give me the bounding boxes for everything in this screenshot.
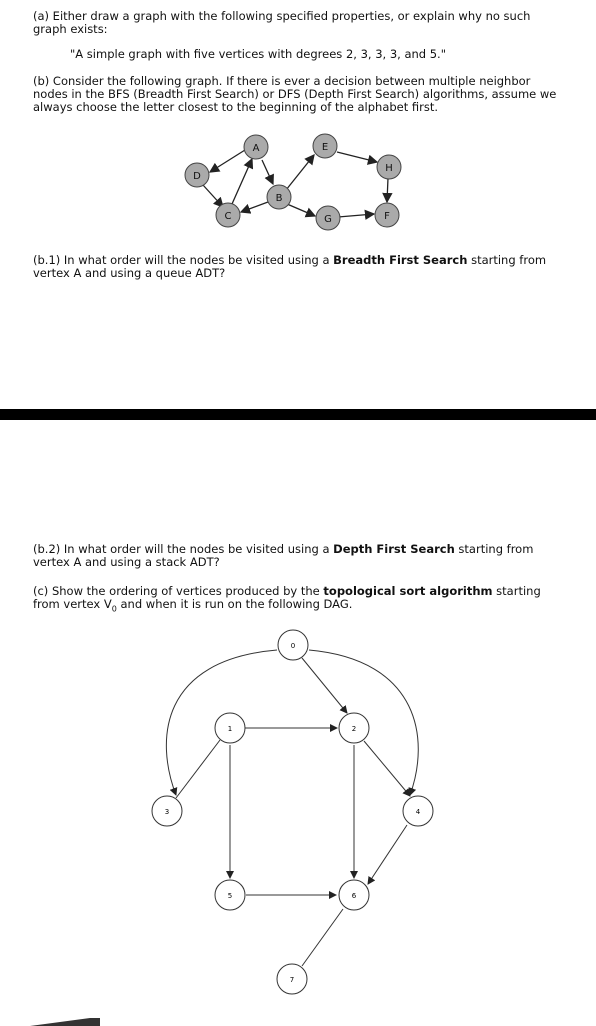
node-a-label: A [252, 143, 260, 154]
edge-1-3 [176, 740, 220, 798]
part-b2-bold: Depth First Search [333, 542, 455, 556]
part-b2-line-2: vertex A and using a stack ADT? [33, 555, 220, 569]
node-f-label: F [384, 211, 390, 222]
dag-node-2-label: 2 [351, 725, 357, 733]
part-b-line-1: (b) Consider the following graph. If there is ever a decision between multiple neighbor [33, 74, 531, 88]
node-a [244, 135, 268, 159]
part-c-line2-pre: from vertex V [33, 597, 112, 611]
dag-node-3 [152, 796, 182, 826]
node-d [185, 163, 209, 187]
edge-4-6 [368, 825, 407, 884]
node-e-label: E [321, 142, 329, 153]
part-b2-pre: (b.2) In what order will the nodes be visited using a [33, 542, 334, 556]
part-b1-line-2: vertex A and using a queue ADT? [33, 266, 226, 280]
edge-b-c [241, 202, 268, 212]
dag-node-0 [278, 630, 308, 660]
part-b1-bold: Breadth First Search [333, 253, 468, 267]
part-a-quote: "A simple graph with five vertices with degrees 2, 3, 3, 3, and 5." [70, 47, 447, 61]
dag-node-1 [215, 713, 245, 743]
edge-b-g [287, 204, 315, 216]
node-h-label: H [385, 163, 393, 174]
dag-node-0-label: 0 [290, 642, 296, 650]
dag-node-4 [403, 796, 433, 826]
graph-2-dag [152, 630, 433, 994]
dag-node-5-label: 5 [227, 892, 233, 900]
part-b2-post: starting from [454, 542, 534, 556]
edge-a-b [262, 160, 273, 184]
edge-0-2 [302, 658, 347, 713]
dag-node-3-label: 3 [164, 808, 170, 816]
dag-node-5 [215, 880, 245, 910]
edge-g-f [338, 214, 374, 217]
part-b-line-2: nodes in the BFS (Breadth First Search) or DFS (Depth First Search) algorithms, assume we [33, 87, 557, 101]
node-g-label: G [324, 214, 332, 225]
part-b1-pre: (b.1) In what order will the nodes be visited using a [33, 253, 334, 267]
node-d-label: D [193, 171, 201, 182]
dag-node-2 [339, 713, 369, 743]
edge-e-h [337, 152, 377, 162]
part-c-pre: (c) Show the ordering of vertices produced by the [33, 584, 324, 598]
dag-node-6-label: 6 [351, 892, 357, 900]
page-divider [0, 409, 596, 420]
edge-a-d [210, 150, 245, 172]
node-e [313, 134, 337, 158]
part-c-subscript: 0 [111, 604, 117, 614]
part-b1-post: starting from [467, 253, 547, 267]
part-b-line-3: always choose the letter closest to the beginning of the alphabet first. [33, 100, 439, 114]
dag-node-7 [277, 964, 307, 994]
edge-c-a [232, 159, 252, 204]
part-c-line2-post: and when it is run on the following DAG. [116, 597, 353, 611]
node-c-label: C [224, 211, 232, 222]
node-h [377, 155, 401, 179]
dag-node-1-label: 1 [227, 725, 233, 733]
edge-6-7 [302, 909, 343, 966]
part-a-line-2: graph exists: [33, 22, 108, 36]
node-c [216, 203, 240, 227]
dag-node-6 [339, 880, 369, 910]
node-b [267, 185, 291, 209]
edge-2-4 [364, 741, 410, 796]
dag-node-4-label: 4 [415, 808, 421, 816]
edge-d-c [203, 185, 223, 207]
edge-b-e [286, 155, 314, 190]
part-c-post: starting [492, 584, 541, 598]
node-g [316, 206, 340, 230]
edge-h-f [387, 178, 388, 202]
node-f [375, 203, 399, 227]
dag-node-7-label: 7 [289, 976, 295, 984]
part-a-line-1: (a) Either draw a graph with the following specified properties, or explain why no such [33, 9, 531, 23]
node-b-label: B [275, 193, 283, 204]
bottom-edge-mark [30, 1016, 100, 1026]
part-c-line-2 [33, 598, 352, 615]
part-c-bold: topological sort algorithm [323, 584, 493, 598]
